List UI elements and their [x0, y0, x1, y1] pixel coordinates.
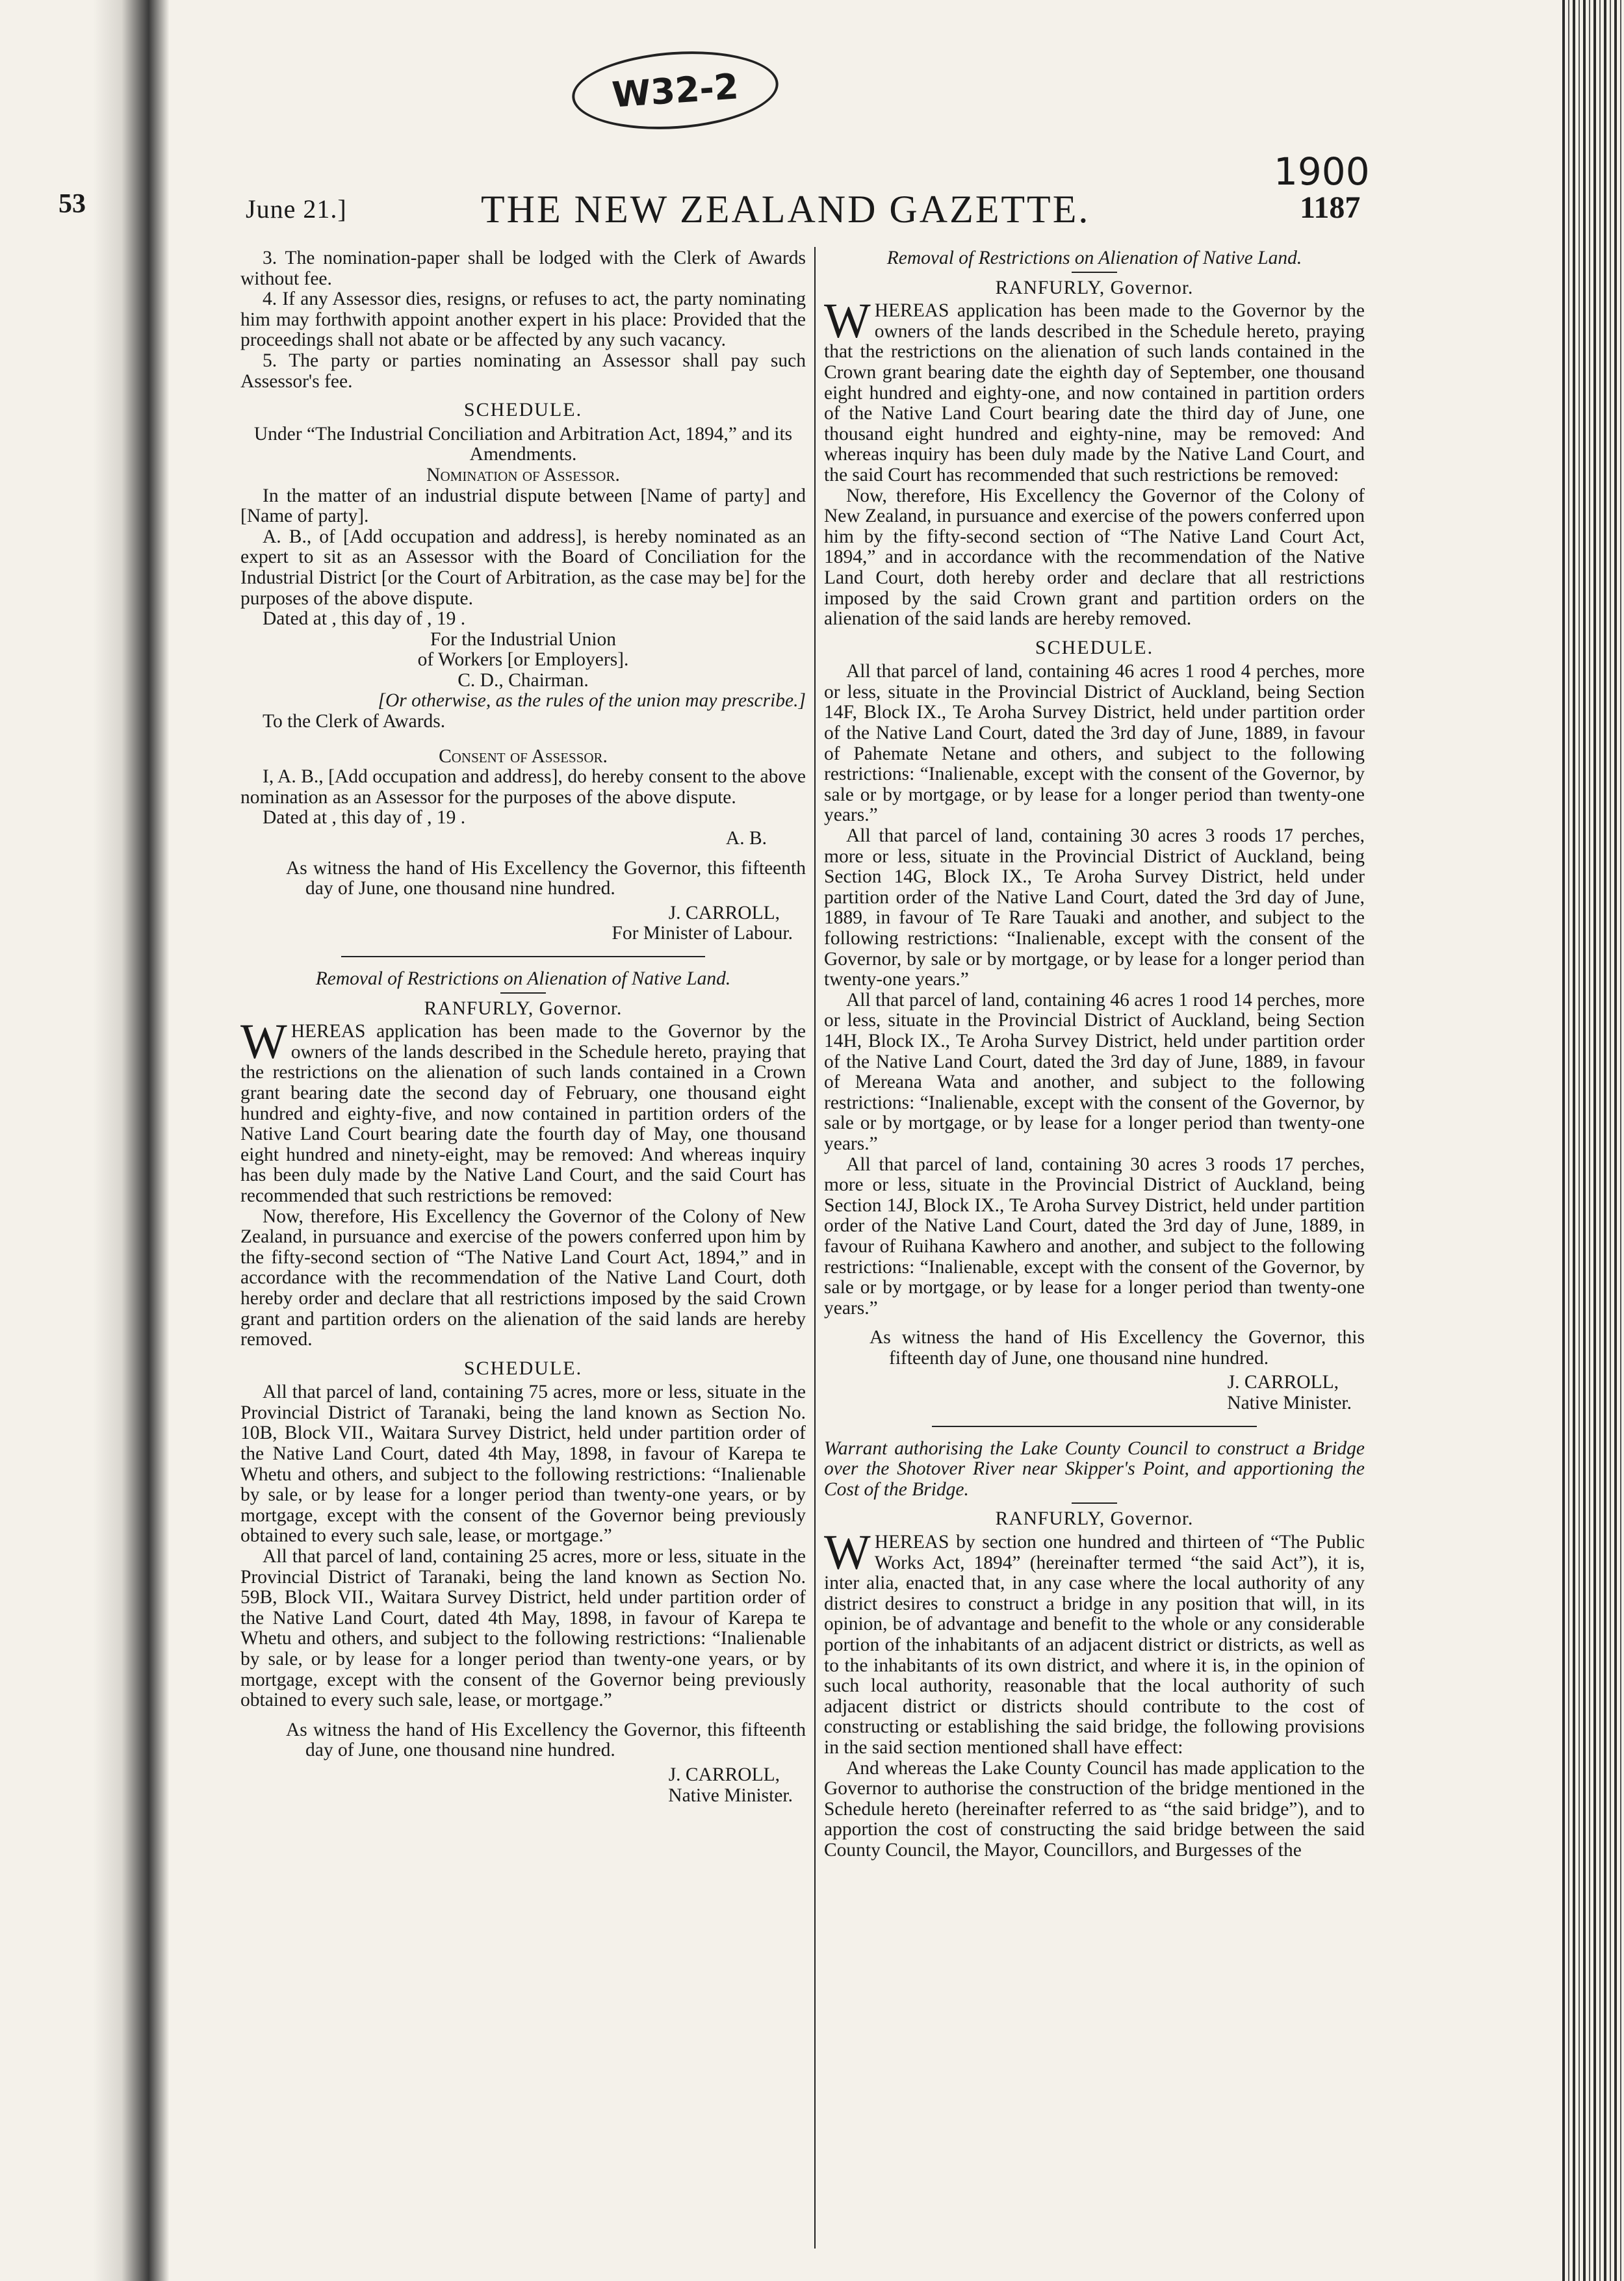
drop-cap: W — [824, 294, 871, 349]
parcel-section-14g: All that parcel of land, containing 30 acres 3 roods 17 perches, more or less, situate in the Provincial District of Auckland, being Section 14G, Block IX., Te Aroha Survey District, held under partition order of the Native Land Court, dated the 3rd day of June, 1889, in favour of Te Rare Tauaki and another, and subject to the following restrictions: “Inalienable, except with the consent of the Governor, by sale or by mortgage, or by lease for a longer period than twenty-one years.” — [824, 825, 1365, 990]
carroll-signature-1: J. CARROLL, — [668, 902, 780, 923]
parcel-section-14h: All that parcel of land, containing 46 acres 1 rood 14 perches, more or less, situate in the Provincial District of Auckland, being Section 14H, Block IX., Te Aroha Survey District, held under partition order of the Native Land Court, dated the 3rd day of June, 1889, in favour of Mereana Wata and another, and subject to the following restrictions: “Inalienable, except with the consent of the Governor, by sale or by mortgage, or by lease for a longer period than twenty-one years.” — [824, 989, 1365, 1154]
header-date: June 21.] — [246, 194, 347, 224]
governor-line-warrant: RANFURLY, Governor. — [995, 1508, 1194, 1530]
witness-clause-2: As witness the hand of His Excellency the Governor, this fifteenth day of June, one thousand nine hundred. — [286, 1719, 806, 1761]
clause-4: 4. If any Assessor dies, resigns, or refuses to act, the party nominating him may forthwith appoint another expert in his place: Provided that the proceedings shall not abate or be affected by any such vacancy. — [240, 289, 806, 351]
nomination-heading: Nomination of Assessor. — [426, 464, 620, 485]
for-the-line: For the Industrial Union — [430, 628, 616, 650]
binding-edge — [1562, 0, 1624, 2281]
for-minister-of-labour: For Minister of Labour. — [612, 923, 793, 944]
parcel-75-acres: All that parcel of land, containing 75 acres, more or less, situate in the Provincial District of Taranaki, being the land known as Section No. 10B, Block VII., Waitara Survey District, held under partition order of the Native Land Court, dated 4th May, 1898, in favour of Karepa te Whetu and others, and subject to the following restrictions: “Inalienable by sale, or by lease for a longer period than twenty-one years, or by mortgage, except with the consent of the Governor being previously obtained to every such sale, lease, or mortgage.” — [240, 1382, 806, 1547]
left-column — [240, 248, 806, 1806]
section-rule — [932, 1426, 1257, 1427]
parcel-section-14f: All that parcel of land, containing 46 acres 1 rood 4 perches, more or less, situate in the Provincial District of Auckland, being Section 14F, Block IX., Te Aroha Survey District, held under partition order of the Native Land Court, dated the 3rd day of June, 1889, in favour of Pahemate Netane and others, and subject to the following restrictions: “Inalienable, except with the consent of the Governor, by sale or by mortgage, or by lease for a longer period than twenty-one years.” — [824, 661, 1365, 826]
parcel-section-14j: All that parcel of land, containing 30 acres 3 roods 17 perches, more or less, situate in the Provincial District of Auckland, being Section 14J, Block IX., Te Aroha Survey District, held under partition order of the Native Land Court, dated the 3rd day of June, 1889, in favour of Ruihana Kawhero and another, and subject to the following restrictions: “Inalienable, except with the consent of the Governor, by sale or by mortgage, or by lease for a longer period than twenty-one years.” — [824, 1153, 1365, 1319]
page-title: THE NEW ZEALAND GAZETTE. — [481, 188, 1090, 231]
workers-line: of Workers [or Employers]. — [417, 649, 629, 671]
governor-line-left: RANFURLY, Governor. — [424, 998, 623, 1019]
schedule-heading-2: SCHEDULE. — [463, 1357, 583, 1379]
page-number: 1187 — [1300, 190, 1361, 225]
witness-clause-1: As witness the hand of His Excellency the Governor, this fifteenth day of June, one thousand nine hundred. — [286, 857, 806, 899]
removal-title-right: Removal of Restrictions on Alienation of Native Land. — [886, 248, 1302, 268]
clause-5: 5. The party or parties nominating an Assessor shall pay such Assessor's fee. — [240, 350, 806, 392]
schedule-heading-right: SCHEDULE. — [1035, 636, 1154, 658]
carroll-signature-right: J. CARROLL, — [1227, 1372, 1339, 1393]
short-rule — [1072, 272, 1117, 273]
drop-cap: W — [824, 1525, 871, 1580]
margin-page-number: 53 — [58, 189, 86, 219]
to-clerk-line: To the Clerk of Awards. — [263, 711, 446, 732]
page-edge-shadow — [0, 0, 169, 2281]
matter-line: In the matter of an industrial dispute between [Name of party] and [Name of party]. — [240, 485, 806, 527]
right-column — [824, 248, 1365, 1861]
section-rule — [341, 956, 705, 957]
native-minister-left: Native Minister. — [668, 1785, 793, 1806]
or-otherwise-note: [Or otherwise, as the rules of the union may prescribe.] — [378, 690, 806, 712]
drop-cap: W — [240, 1014, 287, 1070]
ab-signature: A. B. — [725, 828, 767, 849]
short-rule — [1072, 1502, 1117, 1504]
nomination-paragraph: A. B., of [Add occupation and address], is hereby nominated as an expert to sit as an Assessor with the Board of Conciliation for the Industrial District [or the Court of Arbitration, as the case may be] for the purposes of the above dispute. — [240, 526, 806, 609]
and-whereas-paragraph: And whereas the Lake County Council has made application to the Governor to authorise the construction of the bridge mentioned in the Schedule hereto (hereinafter referred to as “the said bridge”), and to apportion the cost of constructing the said bridge between the said County Council, the Mayor, Councillors, and Burgesses of the — [824, 1757, 1365, 1861]
clause-3: 3. The nomination-paper shall be lodged with the Clerk of Awards without fee. — [240, 248, 806, 289]
consent-heading: Consent of Assessor. — [439, 745, 608, 767]
schedule-heading: SCHEDULE. — [463, 399, 583, 421]
reference-stamp: W32-2 — [569, 45, 780, 136]
whereas-paragraph-right: WHEREAS application has been made to the Governor by the owners of the lands described in the Schedule hereto, praying that the restrictions on the alienation of such lands contained in the Crown grant bearing date the eighth day of September, one thousand eight hundred and eighty-one, and now contained in partition orders of the Native Land Court bearing date the third day of June, one thousand eight hundred and eighty-nine, may be removed: And whereas inquiry has been duly made by the Native Land Court, and the said Court has recommended that such restrictions be removed: — [824, 294, 1365, 485]
column-divider — [814, 247, 816, 2249]
dated-line-1: Dated at , this day of , 19 . — [263, 608, 466, 630]
governor-line-right: RANFURLY, Governor. — [995, 277, 1194, 298]
now-therefore-right: Now, therefore, His Excellency the Governor of the Colony of New Zealand, in pursuance and exercise of the powers conferred upon him by the fifty-second section of “The Native Land Court Act, 1894,” and in accordance with the recommendation of the Native Land Court, doth hereby order and declare that all restrictions imposed by the said Crown grant and partition orders on the alienation of the said lands are hereby removed. — [824, 485, 1365, 630]
now-therefore-left: Now, therefore, His Excellency the Governor of the Colony of New Zealand, in pursuance and exercise of the powers conferred upon him by the fifty-second section of “The Native Land Court Act, 1894,” and in accordance with the recommendation of the Native Land Court, doth hereby order and declare that all restrictions imposed by the said Crown grant and partition orders on the alienation of the said lands are hereby removed. — [240, 1205, 806, 1350]
witness-clause-right: As witness the hand of His Excellency the Governor, this fifteenth day of June, one thousand nine hundred. — [870, 1327, 1365, 1369]
schedule-under: Under “The Industrial Conciliation and Arbitration Act, 1894,” and its Amendments. — [253, 423, 793, 465]
short-rule — [500, 992, 546, 994]
parcel-25-acres: All that parcel of land, containing 25 acres, more or less, situate in the Provincial District of Taranaki, being the land known as Section No. 59B, Block VII., Waitara Survey District, held under partition order of the Native Land Court, dated 4th May, 1898, in favour of Karepa te Whetu and others, and subject to the following restrictions: “Inalienable by sale, or by lease for a longer period than twenty-one years, or by mortgage, except with the consent of the Governor being previously obtained to every such sale, lease, or mortgage.” — [240, 1546, 806, 1711]
chairman-line: C. D., Chairman. — [458, 669, 589, 691]
consent-paragraph: I, A. B., [Add occupation and address], do hereby consent to the above nomination as an Assessor for the purposes of the above dispute. — [240, 766, 806, 808]
dated-line-2: Dated at , this day of , 19 . — [263, 807, 466, 829]
whereas-paragraph-warrant: WHEREAS by section one hundred and thirteen of “The Public Works Act, 1894” (hereinafter termed “the said Act”), it is, inter alia, enacted that, in any case where the local authority of any district desires to construct a bridge in any position that will, in its opinion, be of advantage and benefit to the whole or any considerable portion of the inhabitants of an adjacent district or districts, as well as to the inhabitants of its own district, and where it is, in the opinion of such local authority, reasonable that the local authority of such adjacent district or districts should contribute to the cost of constructing or establishing the said bridge, the following provisions in the said section mentioned shall have effect: — [824, 1525, 1365, 1758]
whereas-paragraph-left: WHEREAS application has been made to the Governor by the owners of the lands described in the Schedule hereto, praying that the restrictions on the alienation of such lands contained in a Crown grant bearing date the second day of February, one thousand eight hundred and eighty-five, and now contained in partition orders of the Native Land Court bearing date the fourth day of May, one thousand eight hundred and ninety-eight, may be removed: And whereas inquiry has been duly made by the Native Land Court, and the said Court has recommended that such restrictions be removed: — [240, 1014, 806, 1206]
carroll-signature-2: J. CARROLL, — [668, 1764, 780, 1785]
handwritten-year: 1900 — [1274, 149, 1370, 194]
warrant-title: Warrant authorising the Lake County Council to construct a Bridge over the Shotover River near Skipper's Point, and apportioning the Cost of the Bridge. — [824, 1437, 1365, 1500]
removal-title-left: Removal of Restrictions on Alienation of Native Land. — [315, 968, 731, 989]
native-minister-right: Native Minister. — [1227, 1393, 1352, 1414]
